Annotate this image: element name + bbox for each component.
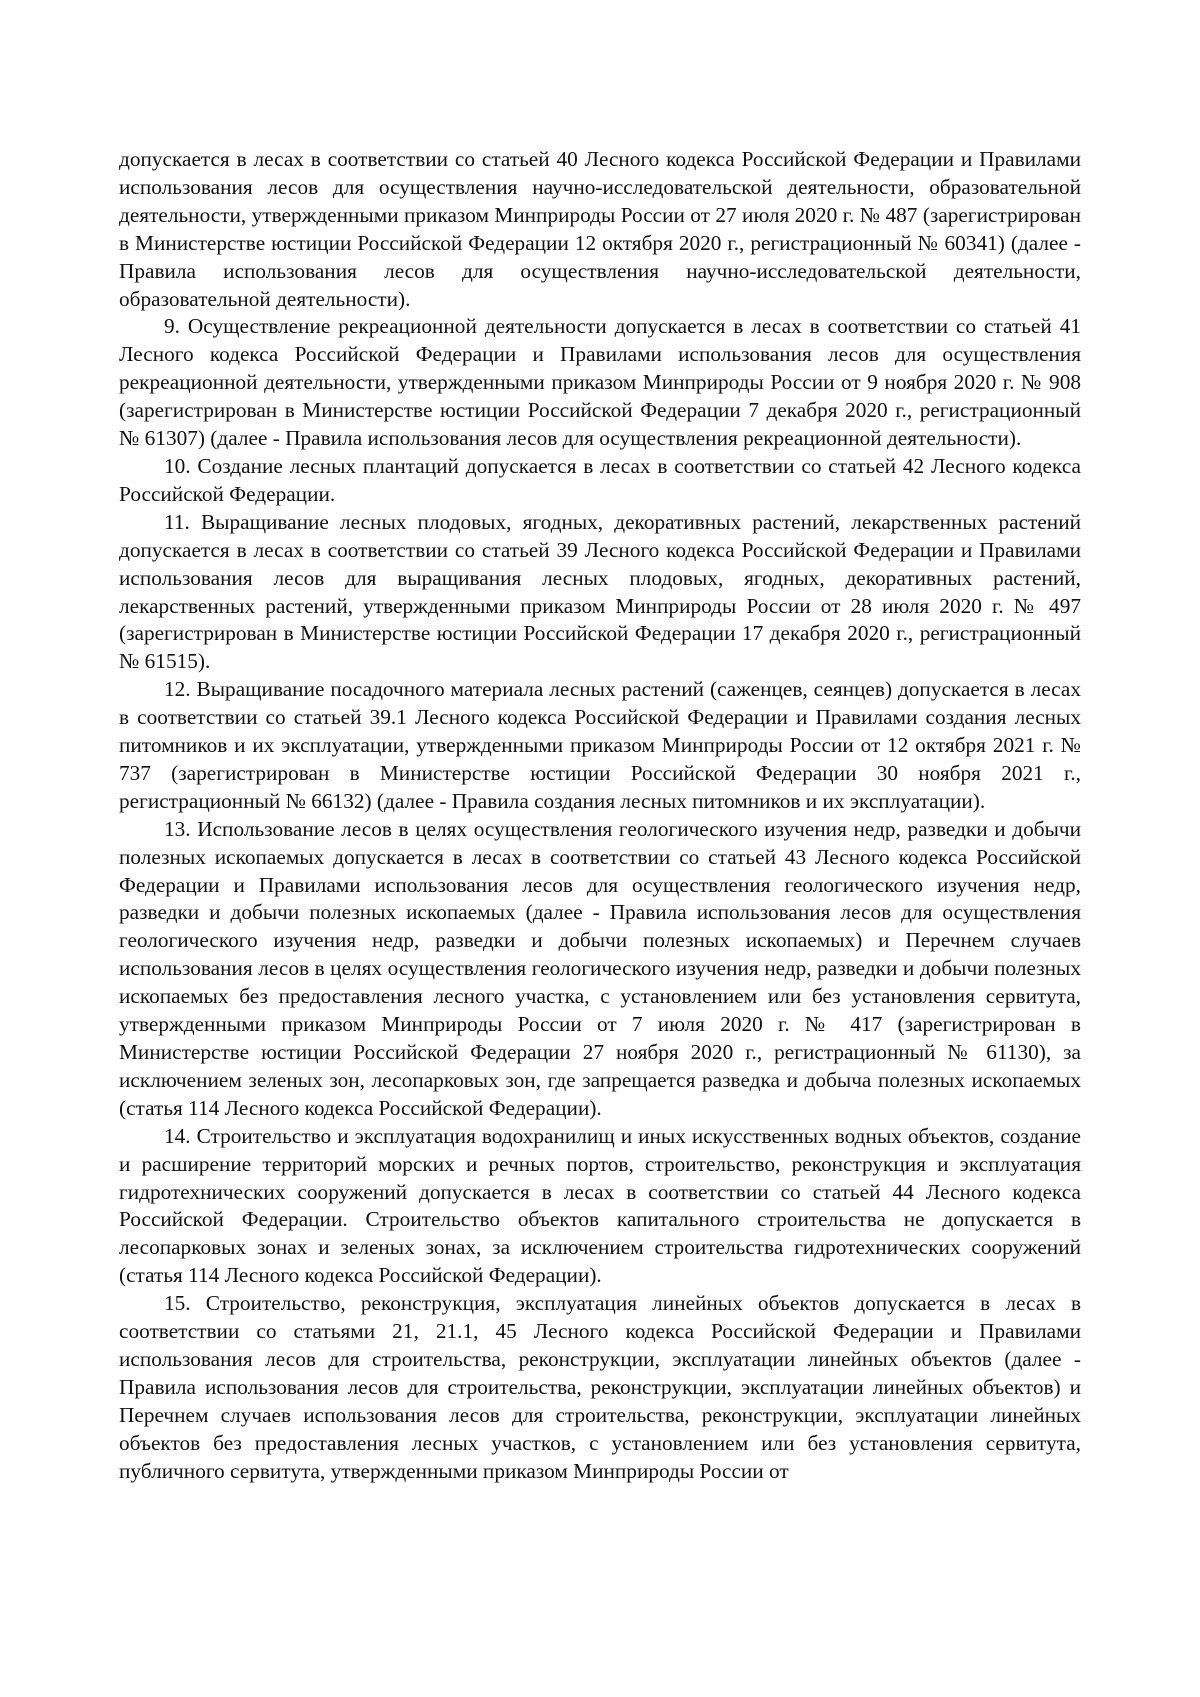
paragraph-item-15: 15. Строительство, реконструкция, эксплуатация линейных объектов допускается в лесах в соответствии со статьями 21, 21.1, 45 Лесного кодекса Российской Федерации и Правилами использования лесов для строительства, реконструкции, эксплуатации линейных объектов (далее - Правила использования лесов для строительства, реконструкции, эксплуатации линейных объектов) и Перечнем случаев использования лесов для строительства, реконструкции, эксплуатации линейных объектов без предоставления лесных участков, с установлением или без установления сервитута, публичного сервитута, утвержденными приказом Минприроды России от xyxy=(119,1291,1081,1483)
paragraph-item-10: 10. Создание лесных плантаций допускается в лесах в соответствии со статьей 42 Лесного кодекса Российской Федерации. xyxy=(119,453,1081,506)
paragraph-continued: допускается в лесах в соответствии со статьей 40 Лесного кодекса Российской Федерации и Правилами использования лесов для осуществления научно-исследовательской деятельности, образовательной деятельности, утвержденными приказом Минприроды России от 27 июля 2020 г. № 487 (зарегистрирован в Министерстве юстиции Российской Федерации 12 октября 2020 г., регистрационный № 60341) (далее - Правила использования лесов для осуществления научно-исследовательской деятельности, образовательной деятельности). xyxy=(119,147,1081,311)
document-body xyxy=(119,146,1081,1486)
paragraph-item-13: 13. Использование лесов в целях осуществления геологического изучения недр, разведки и добычи полезных ископаемых допускается в лесах в соответствии со статьей 43 Лесного кодекса Российской Федерации и Правилами использования лесов для осуществления геологического изучения недр, разведки и добычи полезных ископаемых (далее - Правила использования лесов для осуществления геологического изучения недр, разведки и добычи полезных ископаемых) и Перечнем случаев использования лесов в целях осуществления геологического изучения недр, разведки и добычи полезных ископаемых без предоставления лесного участка, с установлением или без установления сервитута, утвержденными приказом Минприроды России от 7 июля 2020 г. № 417 (зарегистрирован в Министерстве юстиции Российской Федерации 27 ноября 2020 г., регистрационный № 61130), за исключением зеленых зон, лесопарковых зон, где запрещается разведка и добыча полезных ископаемых (статья 114 Лесного кодекса Российской Федерации). xyxy=(119,816,1081,1120)
paragraph-item-14: 14. Строительство и эксплуатация водохранилищ и иных искусственных водных объектов, создание и расширение территорий морских и речных портов, строительство, реконструкция и эксплуатация гидротехнических сооружений допускается в лесах в соответствии со статьей 44 Лесного кодекса Российской Федерации. Строительство объектов капитального строительства не допускается в лесопарковых зонах и зеленых зонах, за исключением строительства гидротехнических сооружений (статья 114 Лесного кодекса Российской Федерации). xyxy=(119,1123,1081,1288)
paragraph-item-12: 12. Выращивание посадочного материала лесных растений (саженцев, сеянцев) допускается в лесах в соответствии со статьей 39.1 Лесного кодекса Российской Федерации и Правилами создания лесных питомников и их эксплуатации, утвержденными приказом Минприроды России от 12 октября 2021 г. № 737 (зарегистрирован в Министерстве юстиции Российской Федерации 30 ноября 2021 г., регистрационный № 66132) (далее - Правила создания лесных питомников и их эксплуатации). xyxy=(119,677,1081,813)
paragraph-item-11: 11. Выращивание лесных плодовых, ягодных, декоративных растений, лекарственных растений допускается в лесах в соответствии со статьей 39 Лесного кодекса Российской Федерации и Правилами использования лесов для выращивания лесных плодовых, ягодных, декоративных растений, лекарственных растений, утвержденными приказом Минприроды России от 28 июля 2020 г. № 497 (зарегистрирован в Министерстве юстиции Российской Федерации 17 декабря 2020 г., регистрационный № 61515). xyxy=(119,509,1081,674)
paragraph-item-9: 9. Осуществление рекреационной деятельности допускается в лесах в соответствии со статьей 41 Лесного кодекса Российской Федерации и Правилами использования лесов для осуществления рекреационной деятельности, утвержденными приказом Минприроды России от 9 ноября 2020 г. № 908 (зарегистрирован в Министерстве юстиции Российской Федерации 7 декабря 2020 г., регистрационный № 61307) (далее - Правила использования лесов для осуществления рекреационной деятельности). xyxy=(119,314,1081,451)
